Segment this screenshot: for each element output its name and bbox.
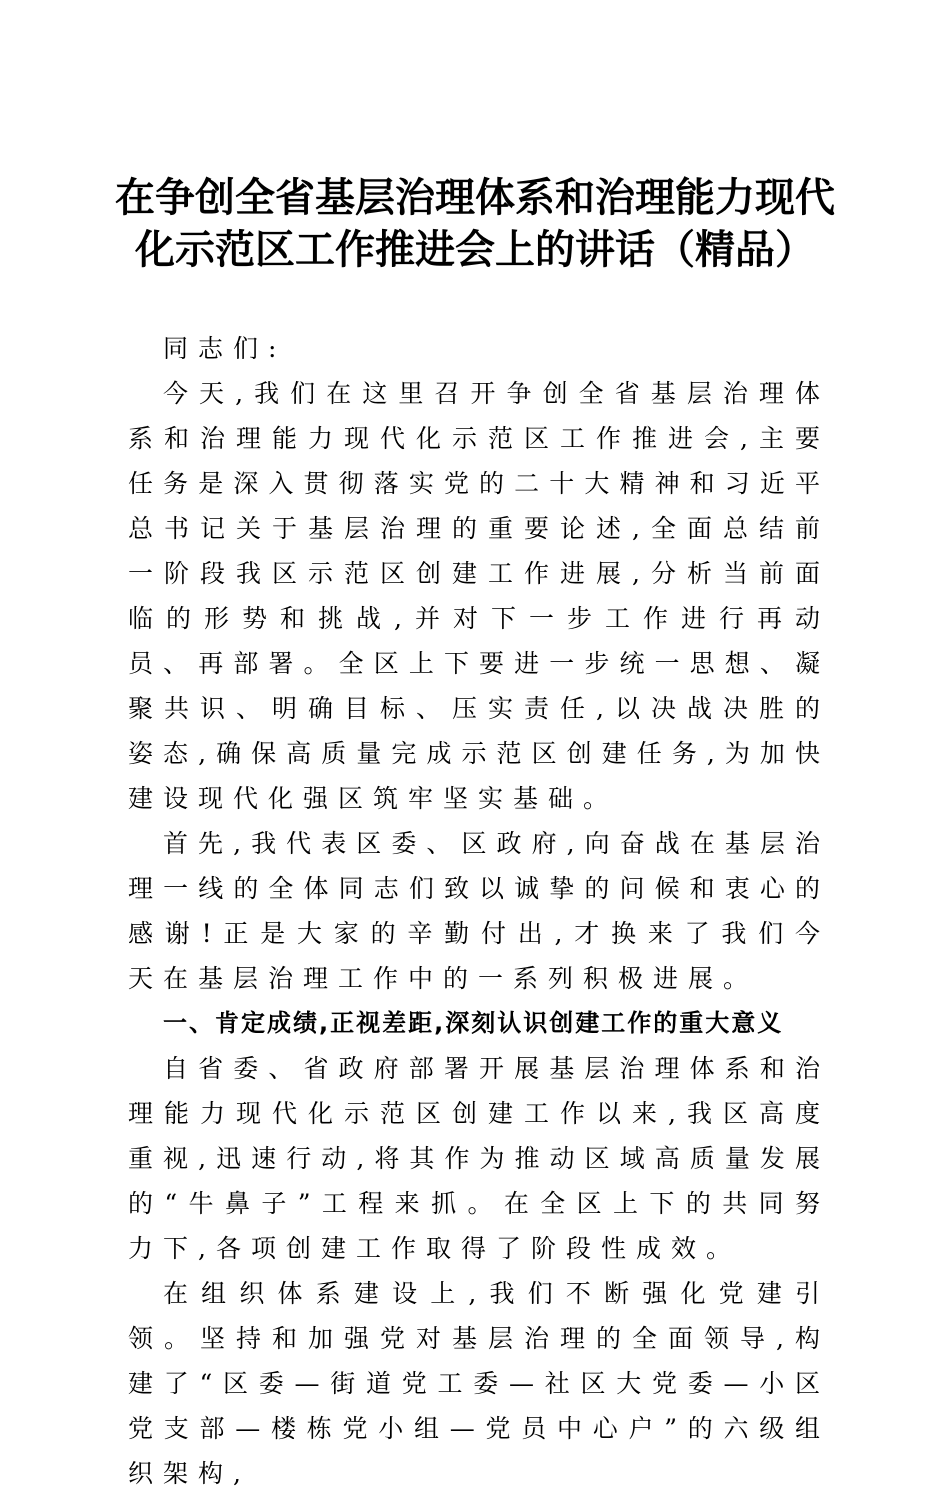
- paragraph-organization: 在组织体系建设上,我们不断强化党建引领。坚持和加强党对基层治理的全面领导,构建了“区委—街道党工委—社区大党委—小区党支部—楼栋党小组—党员中心户”的六级组织架构,: [128, 1279, 830, 1488]
- document-body: [128, 326, 830, 1496]
- paragraph-thanks: 首先,我代表区委、区政府,向奋战在基层治理一线的全体同志们致以诚挚的问候和衷心的感谢!正是大家的辛勤付出,才换来了我们今天在基层治理工作中的一系列积极进展。: [128, 829, 830, 993]
- document-title: 在争创全省基层治理体系和治理能力现代化示范区工作推进会上的讲话（精品）: [115, 175, 835, 273]
- salutation: 同志们:: [163, 334, 287, 363]
- paragraph-achievements: 自省委、省政府部署开展基层治理体系和治理能力现代化示范区创建工作以来,我区高度重视,迅速行动,将其作为推动区域高质量发展的“牛鼻子”工程来抓。在全区上下的共同努力下,各项创建工作取得了阶段性成效。: [128, 1054, 830, 1263]
- section-heading: 一、肯定成绩,正视差距,深刻认识创建工作的重大意义: [163, 1009, 784, 1037]
- paragraph-opening: 今天,我们在这里召开争创全省基层治理体系和治理能力现代化示范区工作推进会,主要任务是深入贯彻落实党的二十大精神和习近平总书记关于基层治理的重要论述,全面总结前一阶段我区示范区创建工作进展,分析当前面临的形势和挑战,并对下一步工作进行再动员、再部署。全区上下要进一步统一思想、凝聚共识、明确目标、压实责任,以决战决胜的姿态,确保高质量完成示范区创建任务,为加快建设现代化强区筑牢坚实基础。: [128, 379, 830, 813]
